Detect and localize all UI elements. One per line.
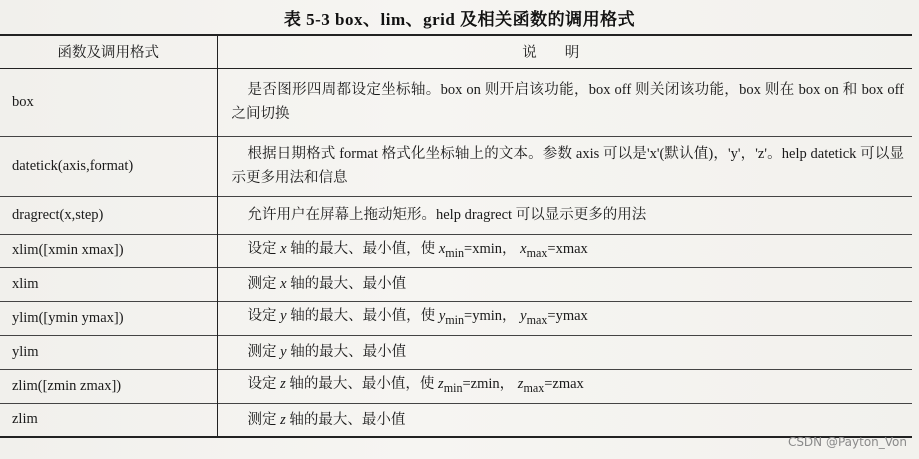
row-description: 允许用户在屏幕上拖动矩形。help dragrect 可以显示更多的用法 — [247, 207, 647, 223]
row-format: zlim([zmin zmax]) — [0, 369, 217, 403]
table-row — [0, 335, 912, 369]
row-format: ylim([ymin ymax]) — [0, 301, 217, 335]
row-format: ylim — [0, 335, 217, 369]
row-description: 是否图形四周都设定坐标轴。box on 则开启该功能，box off 则关闭该功能，box 则在 box on 和 box off 之间切换 — [231, 82, 904, 122]
row-format: box — [0, 68, 217, 136]
row-format: zlim — [0, 403, 217, 437]
row-description: 设定 y 轴的最大、最小值，使 $y_{min}=ymin$， $y_{max}=ymax$ — [247, 308, 588, 327]
row-format: xlim([xmin xmax]) — [0, 234, 217, 267]
table-row — [0, 234, 912, 267]
row-format: dragrect(x,step) — [0, 196, 217, 234]
row-description: 设定 z 轴的最大、最小值，使 $z_{min}=zmin$， $z_{max}=zmax$ — [247, 376, 584, 395]
row-description: 测定 z 轴的最大、最小值 — [247, 411, 406, 428]
table-row — [0, 196, 912, 234]
table-header-row — [0, 35, 912, 68]
watermark: CSDN @Payton_Von — [787, 435, 907, 449]
row-format: xlim — [0, 267, 217, 301]
row-description: 根据日期格式 format 格式化坐标轴上的文本。参数 axis 可以是'x'(默认值)，'y'，'z'。help datetick 可以显示更多用法和信息 — [231, 146, 904, 186]
table-row — [0, 267, 912, 301]
function-table — [0, 34, 912, 438]
row-description: 设定 x 轴的最大、最小值，使 $x_{min}=xmin$， $x_{max}=xmax$ — [247, 240, 588, 260]
table-row — [0, 301, 912, 335]
row-description: 测定 x 轴的最大、最小值 — [247, 276, 407, 292]
table-title: 表 5-3 box、lim、grid 及相关函数的调用格式 — [283, 10, 636, 29]
row-description: 测定 y 轴的最大、最小值 — [247, 344, 407, 360]
row-format: datetick(axis,format) — [0, 136, 217, 196]
header-format: 函数及调用格式 — [0, 35, 217, 68]
table-row — [0, 369, 912, 403]
header-description: 说明 — [522, 45, 608, 62]
table-row — [0, 136, 912, 196]
table-row — [0, 68, 912, 136]
table-row — [0, 403, 912, 437]
